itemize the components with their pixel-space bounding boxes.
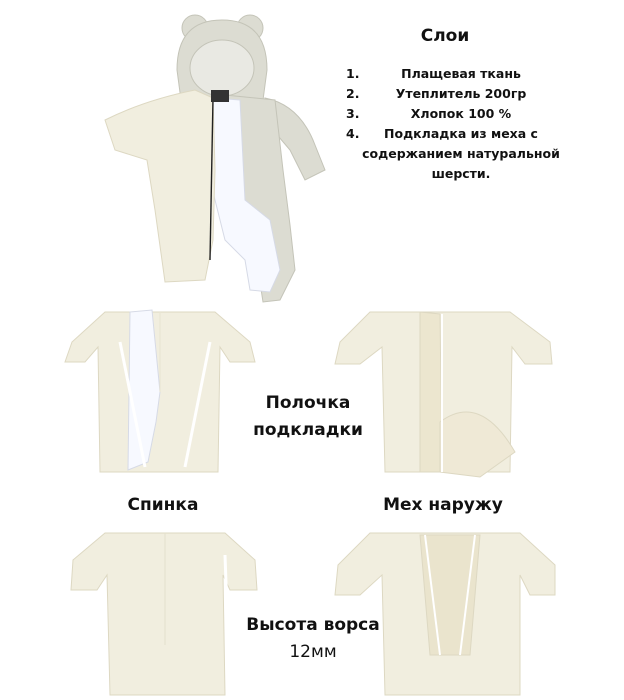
pile-height-label-line2: 12мм [289, 642, 337, 662]
layer-item [340, 84, 570, 104]
fur-outside-label: Мех наружу [383, 495, 503, 515]
layer-number: 4. [346, 126, 360, 141]
front-lining-image [60, 302, 260, 482]
back-image [65, 525, 265, 700]
layer-text: Подкладка из меха с содержанием натуральной шерсти. [362, 126, 560, 181]
front-lining-label [248, 390, 368, 444]
pile-height-label [238, 612, 388, 666]
layer-number: 3. [346, 106, 360, 121]
layers-list [340, 64, 570, 184]
front-lining-label-line2: подкладки [253, 420, 363, 440]
pile-height-label-line1: Высота ворса [246, 615, 380, 635]
layer-item [340, 64, 570, 84]
back-label: Спинка [127, 495, 199, 515]
layer-item [340, 124, 570, 184]
layer-number: 2. [346, 86, 360, 101]
layer-text: Хлопок 100 % [410, 106, 512, 121]
layer-number: 1. [346, 66, 360, 81]
layer-item [340, 104, 570, 124]
layer-text: Утеплитель 200гр [395, 86, 527, 101]
front-lining-label-line1: Полочка [265, 393, 351, 413]
layer-text: Плащевая ткань [401, 66, 521, 81]
snowsuit-main-image [85, 10, 335, 310]
layers-title: Слои [420, 26, 470, 46]
